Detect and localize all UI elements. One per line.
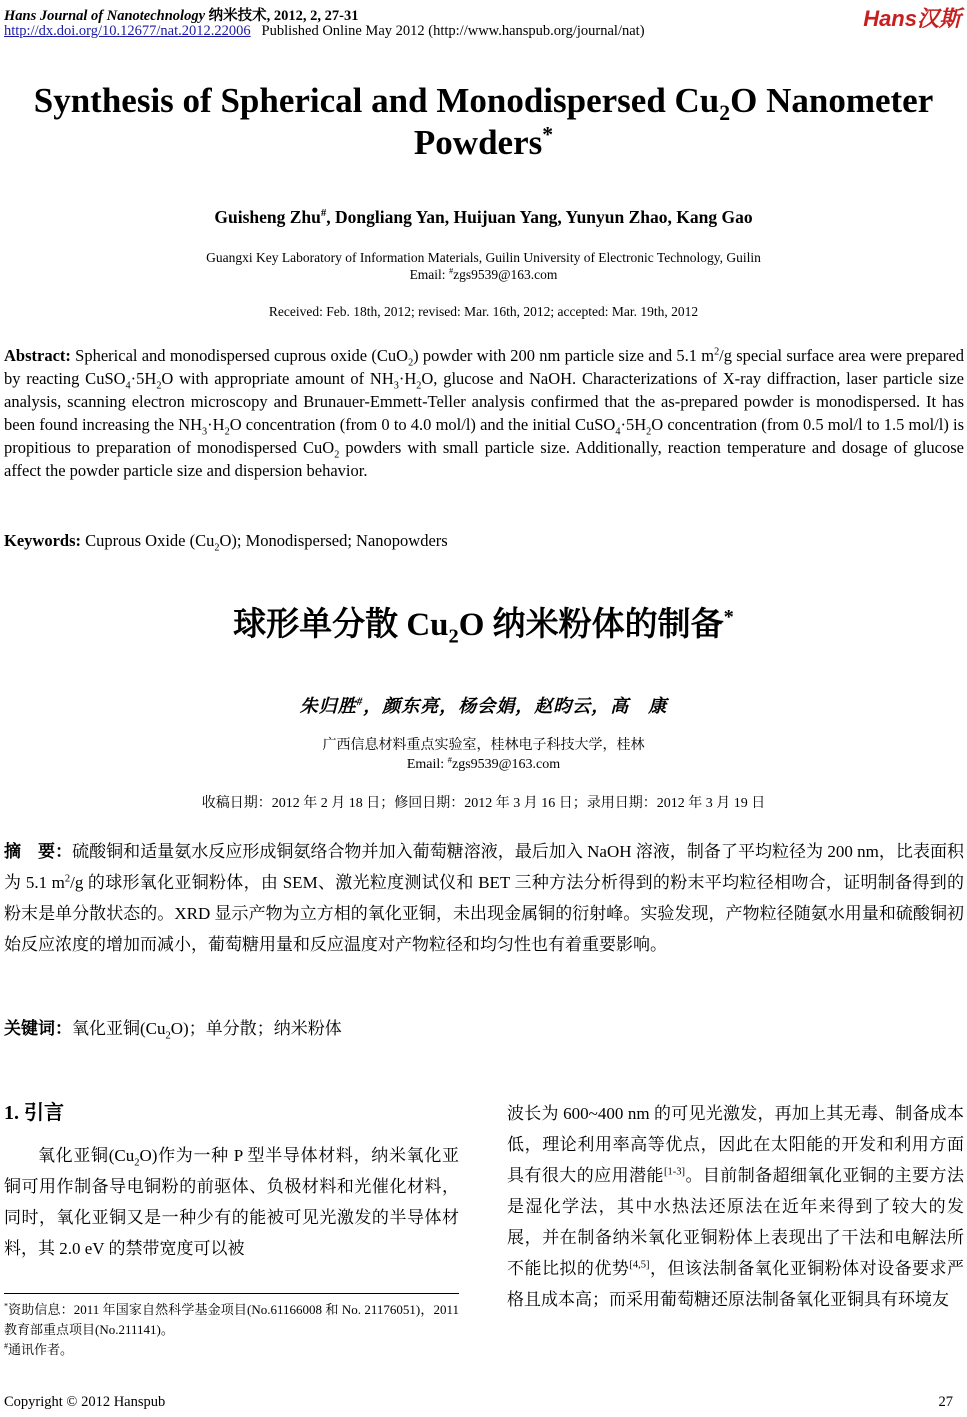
affiliation-cn-text: 广西信息材料重点实验室，桂林电子科技大学，桂林 [322,738,645,753]
intro-left-column [4,1140,459,1264]
abstract-en [4,344,964,482]
abstract-en-s3: 4 [125,380,131,392]
email-address-cn: zgs9539@163.com [452,757,561,772]
abstract-en-t10: ·5H [620,415,647,434]
abstract-en-t9: O concentration (from 0 to 4.0 mol/l) and the initial CuSO [229,415,616,434]
keywords-label-cn: 关键词： [4,1019,72,1038]
abstract-en-s1: 2 [408,357,414,369]
abstract-en-t4: ·5H [130,369,157,388]
journal-name: Hans Journal of Nanotechnology [4,8,206,24]
received-dates-cn: 收稿日期：2012 年 2 月 18 日；修回日期：2012 年 3 月 16 日；录用日期：2012 年 3 月 19 日 [201,796,766,811]
abstract-cn [4,836,964,960]
keywords-en [4,529,964,552]
abstract-en-s5: 3 [393,380,399,392]
email-label: Email: [409,267,449,282]
keywords-cn-t2: O)；单分散；纳米粉体 [170,1019,342,1038]
title-en-line2: Powders [413,123,543,162]
abstract-en-t1: Spherical and monodispersed cuprous oxide (CuO [70,346,409,365]
title-cn-part2: O 纳米粉体的制备 [458,607,724,643]
abstract-en-s6: 2 [416,380,422,392]
abstract-en-t2: ) powder with 200 nm particle size and 5.1 m [413,346,715,365]
author-mark-en: # [320,207,327,220]
title-en-part2: O Nanometer [730,81,934,120]
abstract-en-s10: 2 [646,426,652,438]
received-dates-en: Received: Feb. 18th, 2012; revised: Mar. 16th, 2012; accepted: Mar. 19th, 2012 [268,304,699,319]
keywords-cn [4,1017,964,1040]
email-address: zgs9539@163.com [453,267,558,282]
authors-cn [0,692,967,718]
abstract-en-t5: O with appropriate amount of NH [161,369,394,388]
intro-left-t1: 氧化亚铜(Cu [38,1146,135,1165]
author-first-cn: 朱归胜 [299,696,357,716]
abstract-cn-t1: 硫酸铜和适量氨水反应形成铜氨络合物并加入葡萄糖溶液，最后加入 NaOH 溶液，制备了平均粒径为 200 nm，比表面积为 5.1 m [4,842,964,892]
copyright: Copyright © 2012 Hanspub [4,1394,166,1410]
keywords-label-en: Keywords: [4,531,81,550]
footnote-corresponding-mark: # [4,1341,9,1351]
author-first-en: Guisheng Zhu [214,207,321,227]
abstract-label-cn: 摘 要： [4,842,73,861]
email-cn [0,755,967,774]
authors-rest-cn: ，颜东亮，杨会娟，赵昀云，高 康 [363,696,668,716]
footnote-corresponding [4,1340,459,1360]
doi-link[interactable]: http://dx.doi.org/10.12677/nat.2012.22006 [4,23,251,39]
affiliation-en-text: Guangxi Key Laboratory of Information Materials, Guilin University of Electronic Technology, Guilin [206,250,761,265]
page-number: 27 [938,1394,953,1410]
abstract-en-s11: 2 [334,449,340,461]
email-mark-cn: # [447,754,452,765]
footnote-funding [4,1300,459,1340]
intro-left-s1: 2 [134,1157,140,1169]
abstract-en-t7: O, glucose and NaOH. Characterizations of X-ray diffraction, laser particle size analysis, scanning electron microscopy and Brunauer-Emmett-Teller analysis confirmed that the as-prepared powder is monodispersed. It has been found increasing the NH [4,369,964,434]
journal-volume: , 2012, 2, 27-31 [266,8,359,24]
citation-1-3[interactable]: [1-3] [663,1166,685,1178]
title-en-sub: 2 [719,101,731,125]
intro-left-t2: O)作为一种 P 型半导体材料，纳米氧化亚铜可用作制备导电铜粉的前驱体、负极材料和光催化材料，同时，氧化亚铜又是一种少有的能被可见光激发的半导体材料，其 2.0 eV 的禁带宽度可以被 [4,1146,460,1258]
abstract-en-s8: 2 [224,426,230,438]
abstract-en-t3: /g special surface area were prepared by reacting CuSO [4,346,964,388]
doi-line [4,23,645,40]
affiliation-en [0,249,967,283]
affiliation-cn [0,736,967,774]
hans-logo: Hans汉斯 [863,6,961,31]
abstract-en-t6: ·H [398,369,417,388]
intro-right-t3: ，但该法制备氧化亚铜粉体对设备要求严格且成本高；而采用葡萄糖还原法制备氧化亚铜具有环境友 [507,1259,965,1309]
keywords-en-t2: O); Monodispersed; Nanopowders [219,531,448,550]
title-cn-sub: 2 [448,625,459,648]
paper-title-cn [0,598,967,648]
published-online: Published Online May 2012 (http://www.hanspub.org/journal/nat) [261,23,645,39]
abstract-en-s9: 4 [615,426,621,438]
abstract-label-en: Abstract: [4,346,71,365]
journal-name-cn: 纳米技术 [208,8,267,24]
abstract-en-s4: 2 [156,380,162,392]
email-label-cn: Email: [406,757,448,772]
abstract-en-t11: O concentration (from 0.5 mol/l to 1.5 mol/l) is propitious to preparation of monodispersed CuO [4,415,964,457]
abstract-cn-t2: /g 的球形氧化亚铜粉体，由 SEM、激光粒度测试仪和 BET 三种方法分析得到的粉末平均粒径相吻合，证明制备得到的粉末是单分散状态的。XRD 显示产物为立方相的氧化亚铜，未出现金属铜的衍射峰。实验发现，产物粒径随氨水用量和硫酸铜初始反应浓度的增加而减小，葡萄糖用量和反应温度对产物粒径和均匀性也有着重要影响。 [4,873,964,954]
email-en [0,266,967,283]
abstract-cn-s1: 2 [64,873,71,885]
title-cn-part1: 球形单分散 Cu [233,607,449,643]
title-en-mark: * [542,122,554,147]
footnote-funding-text: 资助信息：2011 年国家自然科学基金项目(No.61166008 和 No. 21176051)，2011 教育部重点项目(No.211141)。 [4,1302,459,1337]
citation-4-5[interactable]: [4,5] [629,1259,650,1271]
intro-right-t2: 。目前制备超细氧化亚铜的主要方法是湿化学法，其中水热法还原法在近年来得到了较大的发展，并在制备纳米氧化亚铜粉体上表现出了干法和电解法所不能比拟的优势 [507,1166,964,1278]
footnote-funding-mark: * [4,1301,9,1311]
title-cn-mark: * [723,606,734,628]
keywords-cn-t1: 氧化亚铜(Cu [72,1019,166,1038]
paper-title-en [0,80,967,164]
keywords-en-s1: 2 [214,542,220,554]
footnote-divider [4,1293,459,1294]
keywords-cn-s1: 2 [165,1030,171,1042]
authors-rest-en: , Dongliang Yan, Huijuan Yang, Yunyun Zhao, Kang Gao [326,207,753,227]
authors-en [0,207,967,228]
journal-header [4,4,359,25]
abstract-en-t8: ·H [207,415,225,434]
abstract-en-t12: powders with small particle size. Additionally, reaction temperature and dosage of glucose affect the powder particle size and dispersion behavior. [4,438,964,480]
author-mark-cn: # [356,696,364,708]
intro-right-column [507,1098,964,1315]
footnotes [4,1300,459,1360]
section-heading-introduction: 1. 引言 [4,1102,64,1124]
intro-right-t1: 波长为 600~400 nm 的可见光激发，再加上其无毒、制备成本低，理论利用率高等优点，因此在太阳能的开发和利用方面具有很大的应用潜能 [507,1104,964,1185]
title-en-part1: Synthesis of Spherical and Monodispersed Cu [33,81,720,120]
email-mark: # [448,266,454,276]
abstract-en-s7: 3 [202,426,208,438]
abstract-en-s2: 2 [714,346,720,358]
keywords-en-t1: Cuprous Oxide (Cu [81,531,215,550]
footnote-corresponding-text: 通讯作者。 [8,1342,74,1357]
